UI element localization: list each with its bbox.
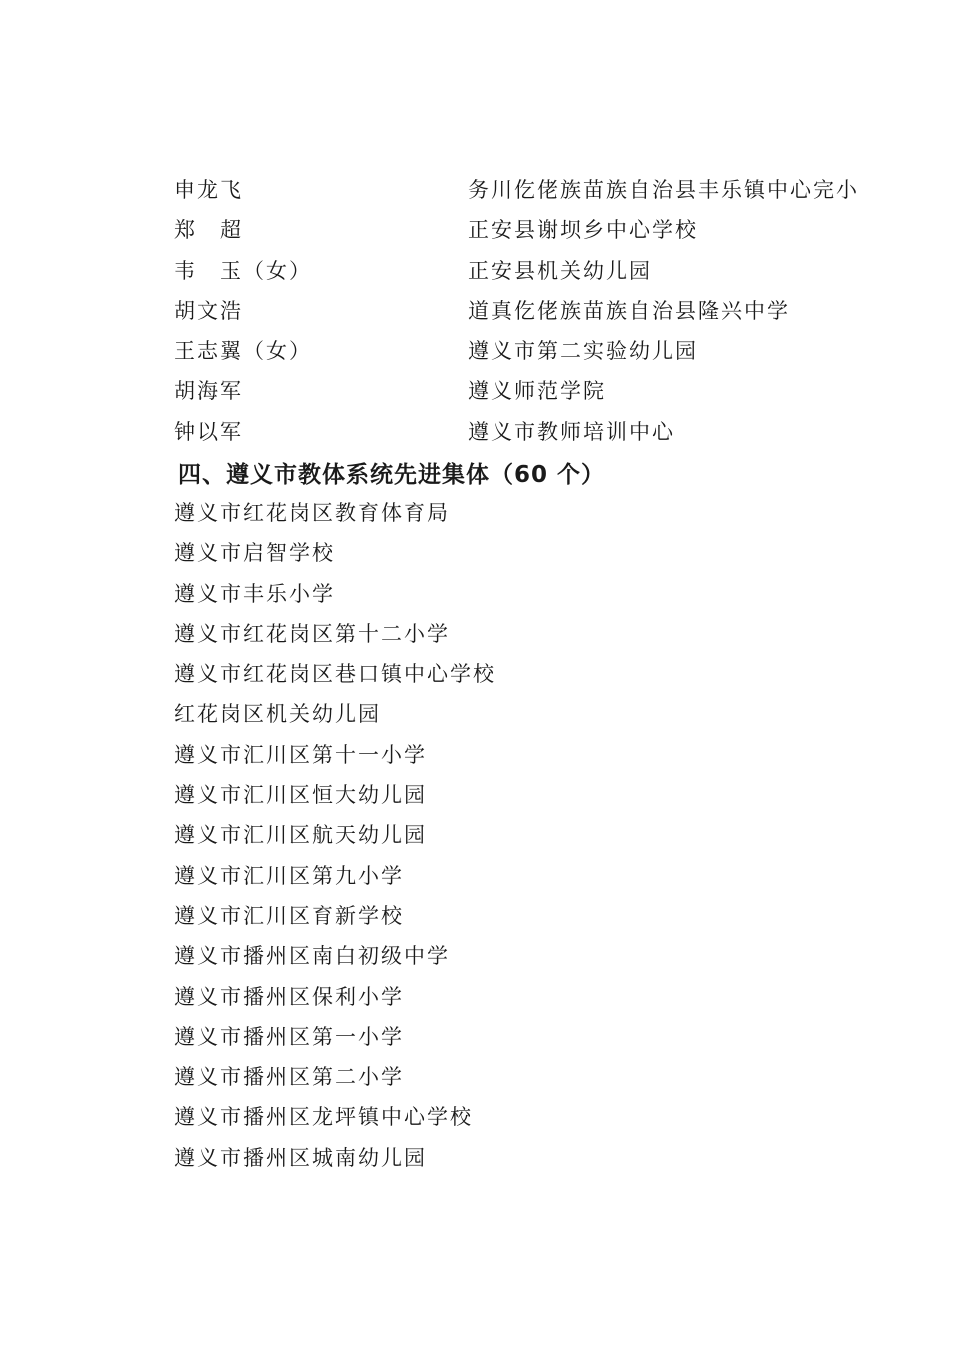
list-item: 遵义市汇川区第十一小学	[174, 742, 427, 767]
list-item: 遵义市红花岗区教育体育局	[174, 501, 450, 525]
collective-unit-list	[174, 493, 874, 1178]
list-item: 遵义市播州区保利小学	[174, 984, 404, 1009]
awardee-name: 钟以军	[174, 419, 243, 444]
awardee-name: 王志翼（女）	[174, 339, 312, 364]
list-item: 遵义市播州区城南幼儿园	[174, 1145, 427, 1170]
awardee-unit: 正安县机关幼儿园	[468, 258, 652, 283]
list-item: 遵义市播州区龙坪镇中心学校	[174, 1105, 473, 1130]
awardee-unit: 遵义师范学院	[468, 379, 606, 404]
list-item: 遵义市播州区第二小学	[174, 1065, 404, 1090]
list-item: 遵义市红花岗区第十二小学	[174, 621, 450, 646]
list-item: 遵义市红花岗区巷口镇中心学校	[174, 662, 496, 687]
list-item: 遵义市汇川区育新学校	[174, 903, 404, 928]
list-item: 红花岗区机关幼儿园	[174, 702, 381, 727]
section-heading: 四、遵义市教体系统先进集体（60 个）	[178, 462, 606, 488]
list-item: 遵义市汇川区恒大幼儿园	[174, 783, 427, 808]
awardee-row	[174, 291, 874, 331]
awardee-unit: 道真仡佬族苗族自治县隆兴中学	[468, 298, 790, 323]
awardee-row	[174, 251, 874, 291]
awardee-unit: 正安县谢坝乡中心学校	[468, 218, 698, 243]
awardee-name: 胡文浩	[174, 298, 243, 323]
awardee-list	[174, 170, 874, 452]
list-item: 遵义市丰乐小学	[174, 581, 335, 606]
awardee-name: 韦 玉（女）	[174, 258, 312, 283]
awardee-name: 申龙飞	[174, 178, 243, 202]
list-item: 遵义市启智学校	[174, 541, 335, 566]
awardee-unit: 务川仡佬族苗族自治县丰乐镇中心完小	[468, 178, 859, 202]
list-item: 遵义市汇川区航天幼儿园	[174, 823, 427, 848]
awardee-row	[174, 412, 874, 452]
awardee-row	[174, 371, 874, 411]
awardee-unit: 遵义市第二实验幼儿园	[468, 339, 698, 364]
awardee-row	[174, 331, 874, 371]
awardee-row	[174, 170, 874, 210]
list-item: 遵义市播州区南白初级中学	[174, 944, 450, 969]
awardee-row	[174, 210, 874, 250]
awardee-name: 胡海军	[174, 379, 243, 404]
list-item: 遵义市播州区第一小学	[174, 1024, 404, 1049]
awardee-unit: 遵义市教师培训中心	[468, 419, 675, 444]
list-item: 遵义市汇川区第九小学	[174, 863, 404, 888]
awardee-name: 郑 超	[174, 218, 243, 243]
